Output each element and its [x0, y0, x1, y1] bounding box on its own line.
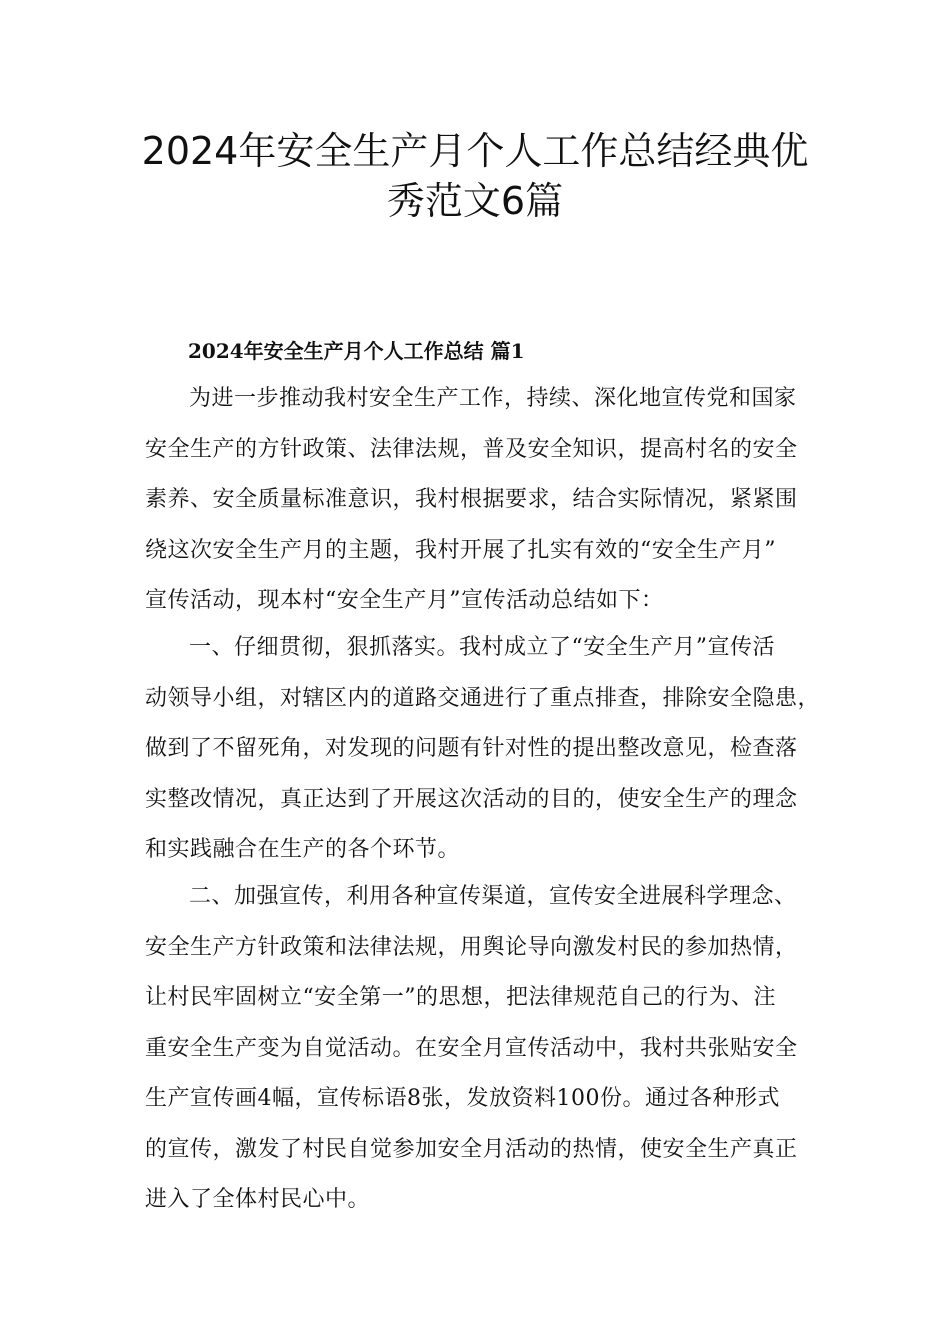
- document-title: [100, 126, 850, 226]
- paragraph-line: 动领导小组，对辖区内的道路交通进行了重点排查，排除安全隐患，: [145, 685, 821, 711]
- paragraph-point-one: [145, 623, 825, 876]
- paragraph-point-two: [145, 872, 825, 1226]
- paragraph-line: 让村民牢固树立“安全第一”的思想，把法律规范自己的行为、注: [145, 985, 776, 1010]
- paragraph-line: 一、仔细贯彻，狠抓落实。我村成立了“安全生产月”宣传活: [189, 635, 775, 660]
- document-title-line-2: 秀范文6篇: [386, 179, 564, 223]
- paragraph-line: 实整改情况，真正达到了开展这次活动的目的，使安全生产的理念: [145, 786, 798, 812]
- paragraph-line: 安全生产方针政策和法律法规，用舆论导向激发村民的参加热情，: [145, 934, 798, 960]
- paragraph-line: 进入了全体村民心中。: [145, 1187, 371, 1212]
- paragraph-line: 重安全生产变为自觉活动。在安全月宣传活动中，我村共张贴安全: [145, 1035, 798, 1061]
- paragraph-line: 宣传活动，现本村“安全生产月”宣传活动总结如下：: [145, 588, 664, 613]
- document-title-line-1: 2024年安全生产月个人工作总结经典优: [141, 129, 809, 173]
- paragraph-line: 和实践融合在生产的各个环节。: [145, 837, 461, 862]
- section-heading: 2024年安全生产月个人工作总结 篇1: [188, 339, 525, 363]
- paragraph-line: 的宣传，激发了村民自觉参加安全月活动的热情，使安全生产真正: [145, 1136, 798, 1162]
- paragraph-line: 安全生产的方针政策、法律法规，普及安全知识，提高村名的安全: [145, 436, 798, 462]
- paragraph-line: 素养、安全质量标准意识，我村根据要求，结合实际情况，紧紧围: [145, 487, 798, 512]
- paragraph-line: 生产宣传画4幅，宣传标语8张，发放资料100份。通过各种形式: [145, 1086, 780, 1111]
- paragraph-line: 绕这次安全生产月的主题，我村开展了扎实有效的“安全生产月”: [145, 537, 776, 563]
- paragraph-line: 为进一步推动我村安全生产工作，持续、深化地宣传党和国家: [189, 386, 797, 411]
- paragraph-intro: [145, 374, 825, 627]
- paragraph-line: 二、加强宣传，利用各种宣传渠道，宣传安全进展科学理念、: [189, 884, 797, 909]
- paragraph-line: 做到了不留死角，对发现的问题有针对性的提出整改意见，检查落: [145, 736, 798, 761]
